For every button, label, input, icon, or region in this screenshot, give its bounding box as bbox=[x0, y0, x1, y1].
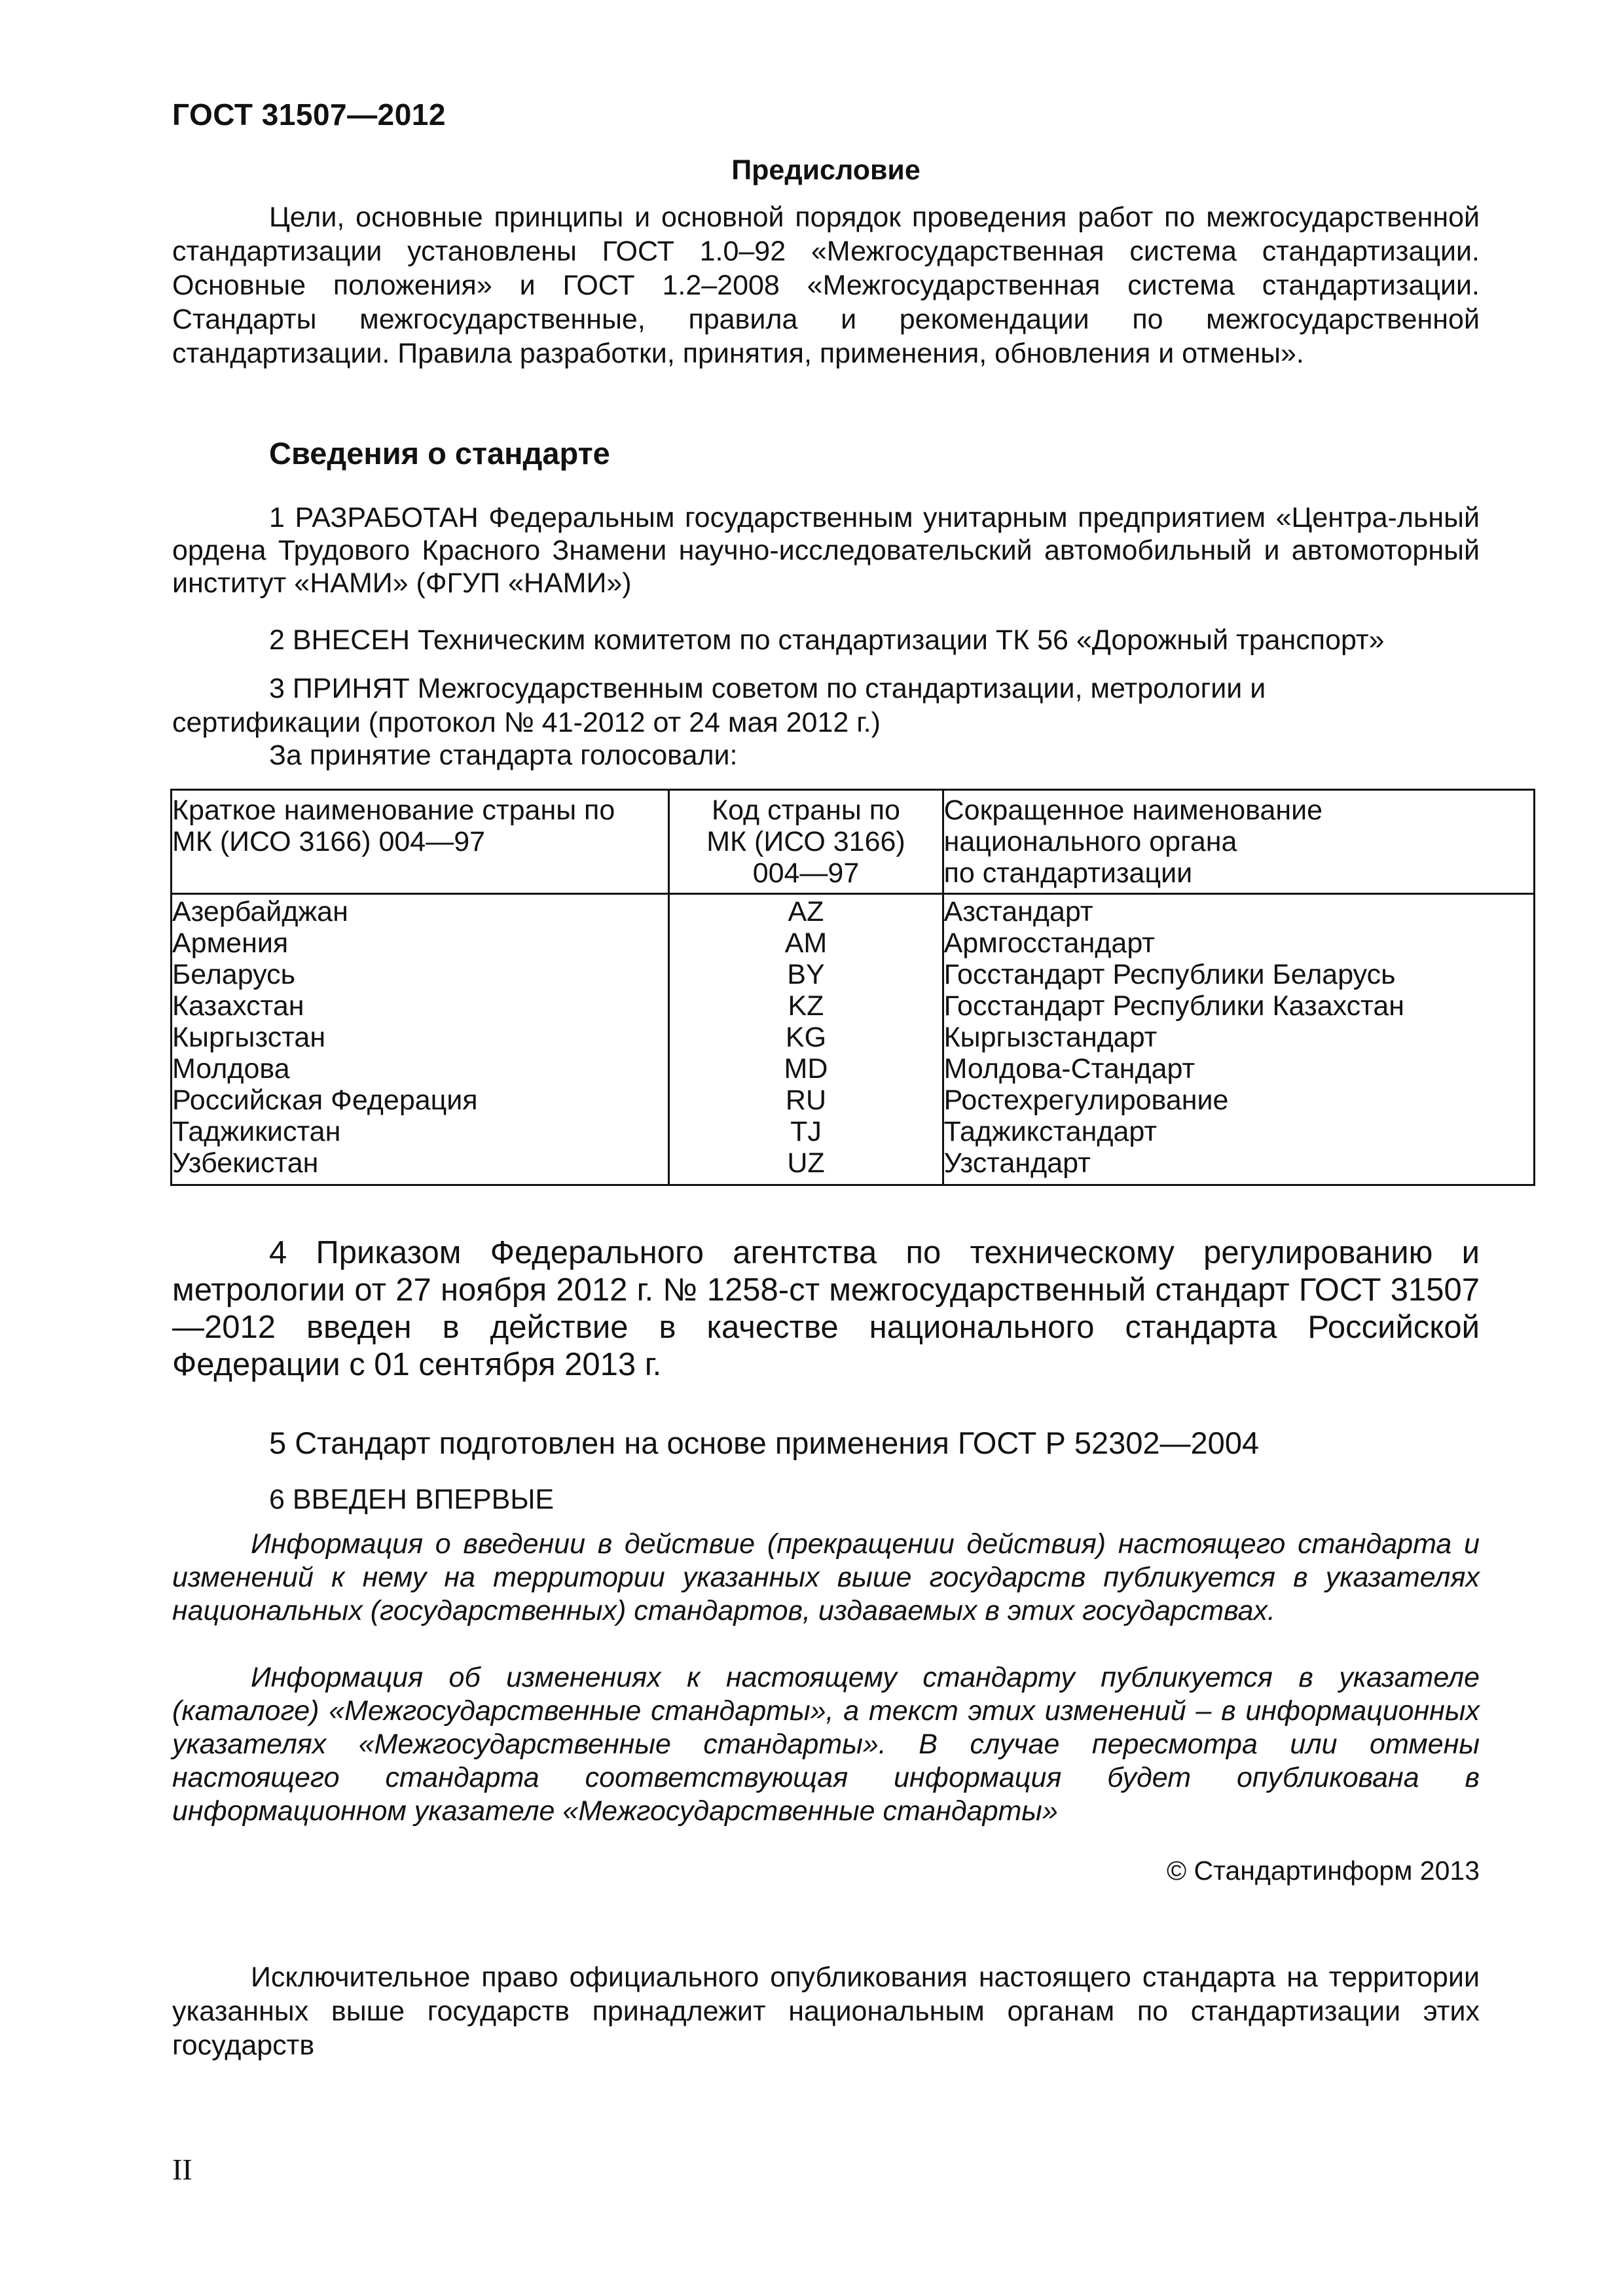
info-note-2: Информация об изменениях к настоящему стандарту публикуется в указателе (каталоге) «Межгосударственные стандарты», а текст этих изменений – в информационных указателях «Межгосударственные стандарты». В случае пересмотра или отмены настоящего стандарта соответствующая информация будет опубликована в информационном указателе «Межгосударственные стандарты» bbox=[172, 1662, 1480, 1827]
table-row bbox=[172, 1116, 1535, 1147]
country-cell: Российская Федерация bbox=[172, 1085, 669, 1116]
table-row bbox=[172, 927, 1535, 959]
standard-info-title: Сведения о стандарте bbox=[269, 436, 610, 471]
national-body-cell: Азстандарт bbox=[943, 894, 1534, 928]
header-country-name: Краткое наименование страны по МК (ИСО 3166) 004—97 bbox=[172, 790, 669, 894]
national-body-cell: Госстандарт Республики Казахстан bbox=[943, 990, 1534, 1022]
table-row bbox=[172, 959, 1535, 990]
header-national-body: Сокращенное наименование национального органа по стандартизации bbox=[943, 790, 1534, 894]
national-body-cell: Узстандарт bbox=[943, 1147, 1534, 1185]
document-code: ГОСТ 31507—2012 bbox=[172, 98, 446, 132]
code-cell: RU bbox=[669, 1085, 943, 1116]
voting-countries-table bbox=[170, 789, 1535, 1186]
country-cell: Беларусь bbox=[172, 959, 669, 990]
code-cell: AM bbox=[669, 927, 943, 959]
national-body-cell: Госстандарт Республики Беларусь bbox=[943, 959, 1534, 990]
exclusive-right-notice: Исключительное право официального опубликования настоящего стандарта на территории указанных выше государств принадлежит национальным органам по стандартизации этих государств bbox=[172, 1962, 1480, 2061]
standard-info-item-4: 4 Приказом Федерального агентства по техническому регулированию и метрологии от 27 ноября 2012 г. № 1258-ст межгосударственный стандарт ГОСТ 31507—2012 введен в действие в качестве национального стандарта Российской Федерации с 01 сентября 2013 г. bbox=[172, 1235, 1480, 1382]
foreword-text: Цели, основные принципы и основной порядок проведения работ по межгосударственной стандартизации установлены ГОСТ 1.0–92 «Межгосударственная система стандартизации. Основные положения» и ГОСТ 1.2–2008 «Межгосударственная система стандартизации. Стандарты межгосударственные, правила и рекомендации по межгосударственной стандартизации. Правила разработки, принятия, применения, обновления и отмены». bbox=[172, 202, 1480, 369]
code-cell: UZ bbox=[669, 1147, 943, 1185]
country-cell: Молдова bbox=[172, 1053, 669, 1085]
page-number: II bbox=[172, 2153, 192, 2186]
header-country-code: Код страны по МК (ИСО 3166) 004—97 bbox=[669, 790, 943, 894]
table-row bbox=[172, 990, 1535, 1022]
copyright-notice: © Стандартинформ 2013 bbox=[1166, 1856, 1480, 1886]
code-cell: TJ bbox=[669, 1116, 943, 1147]
standard-info-item-1: 1 РАЗРАБОТАН Федеральным государственным унитарным предприятием «Центра-льный ордена Трудового Красного Знамени научно-исследовательский автомобильный и автомоторный институт «НАМИ» (ФГУП «НАМИ») bbox=[172, 502, 1480, 599]
country-cell: Узбекистан bbox=[172, 1147, 669, 1185]
country-cell: Таджикистан bbox=[172, 1116, 669, 1147]
code-cell: AZ bbox=[669, 894, 943, 928]
national-body-cell: Таджикстандарт bbox=[943, 1116, 1534, 1147]
table-row bbox=[172, 1022, 1535, 1053]
standard-info-item-2: 2 ВНЕСЕН Техническим комитетом по стандартизации ТК 56 «Дорожный транспорт» bbox=[269, 624, 1385, 656]
national-body-cell: Молдова-Стандарт bbox=[943, 1053, 1534, 1085]
table-header-row bbox=[172, 790, 1535, 894]
national-body-cell: Кыргызстандарт bbox=[943, 1022, 1534, 1053]
country-cell: Кыргызстан bbox=[172, 1022, 669, 1053]
info-note-1: Информация о введении в действие (прекращении действия) настоящего стандарта и изменений к нему на территории указанных выше государств публикуется в указателях национальных (государственных) стандартов, издаваемых в этих государствах. bbox=[172, 1528, 1480, 1626]
standard-info-item-5: 5 Стандарт подготовлен на основе применения ГОСТ Р 52302—2004 bbox=[269, 1426, 1260, 1460]
table-row bbox=[172, 1147, 1535, 1185]
code-cell: BY bbox=[669, 959, 943, 990]
national-body-cell: Ростехрегулирование bbox=[943, 1085, 1534, 1116]
national-body-cell: Армгосстандарт bbox=[943, 927, 1534, 959]
standard-info-item-3-line-1: 3 ПРИНЯТ Межгосударственным советом по стандартизации, метрологии и bbox=[269, 673, 1266, 704]
code-cell: MD bbox=[669, 1053, 943, 1085]
country-cell: Казахстан bbox=[172, 990, 669, 1022]
code-cell: KZ bbox=[669, 990, 943, 1022]
standard-info-item-3-line-2: сертификации (протокол № 41-2012 от 24 мая 2012 г.) bbox=[172, 707, 881, 738]
foreword-title: Предисловие bbox=[731, 154, 921, 186]
table-row bbox=[172, 1053, 1535, 1085]
country-cell: Армения bbox=[172, 927, 669, 959]
voting-intro: За принятие стандарта голосовали: bbox=[269, 740, 738, 771]
standard-info-item-6: 6 ВВЕДЕН ВПЕРВЫЕ bbox=[269, 1484, 555, 1515]
table-row bbox=[172, 1085, 1535, 1116]
table-row bbox=[172, 894, 1535, 928]
country-cell: Азербайджан bbox=[172, 894, 669, 928]
code-cell: KG bbox=[669, 1022, 943, 1053]
